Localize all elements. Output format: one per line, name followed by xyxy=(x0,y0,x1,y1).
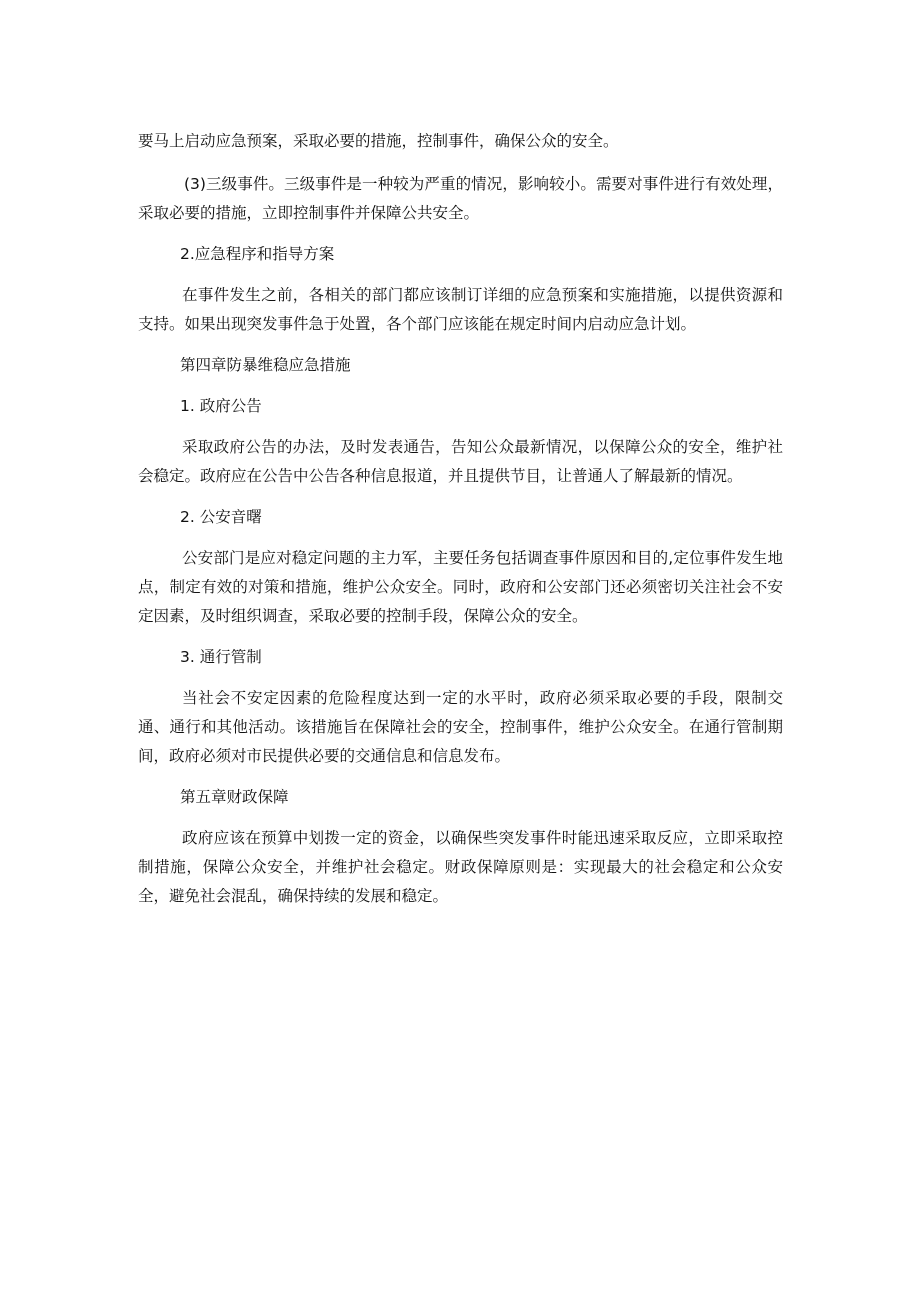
paragraph-continuation: 要马上启动应急预案，采取必要的措施，控制事件，确保公众的安全。 xyxy=(138,132,619,150)
chapter-heading-four: 第四章防暴维稳应急措施 xyxy=(180,356,351,374)
paragraph-public-security: 公安部门是应对稳定问题的主力军，主要任务包括调查事件原因和目的,定位事件发生地点，制定有效的对策和措施，维护公众安全。同时，政府和公安部门还必须密切关注社会不安定因素，及时组织调查，采取必要的控制手段，保障公众的安全。 xyxy=(138,549,783,625)
document-body xyxy=(138,127,783,923)
paragraph-level-three-event: (3)三级事件。三级事件是一种较为严重的情况，影响较小。需要对事件进行有效处理，采取必要的措施，立即控制事件并保障公共安全。 xyxy=(138,175,783,222)
paragraph-traffic-control: 当社会不安定因素的危险程度达到一定的水平时，政府必须采取必要的手段，限制交通、通行和其他活动。该措施旨在保障社会的安全，控制事件，维护公众安全。在通行管制期间，政府必须对市民提供必要的交通信息和信息发布。 xyxy=(138,689,783,765)
section-heading-traffic-control: 3. 通行管制 xyxy=(180,648,262,666)
paragraph-financial-guarantee: 政府应该在预算中划拨一定的资金，以确保些突发事件时能迅速采取反应，立即采取控制措施，保障公众安全，并维护社会稳定。财政保障原则是：实现最大的社会稳定和公众安全，避免社会混乱，确保持续的发展和稳定。 xyxy=(138,829,783,905)
section-heading-emergency-procedure: 2.应急程序和指导方案 xyxy=(180,245,335,263)
chapter-heading-five: 第五章财政保障 xyxy=(180,788,289,806)
paragraph-emergency-procedure: 在事件发生之前，各相关的部门都应该制订详细的应急预案和实施措施，以提供资源和支持。如果出现突发事件急于处置，各个部门应该能在规定时间内启动应急计划。 xyxy=(138,286,783,333)
section-heading-public-security: 2. 公安音曙 xyxy=(180,508,262,526)
section-heading-government-notice: 1. 政府公告 xyxy=(180,397,262,415)
paragraph-government-notice: 采取政府公告的办法，及时发表通告，告知公众最新情况，以保障公众的安全，维护社会稳定。政府应在公告中公告各种信息报道，并且提供节目，让普通人了解最新的情况。 xyxy=(138,438,783,485)
